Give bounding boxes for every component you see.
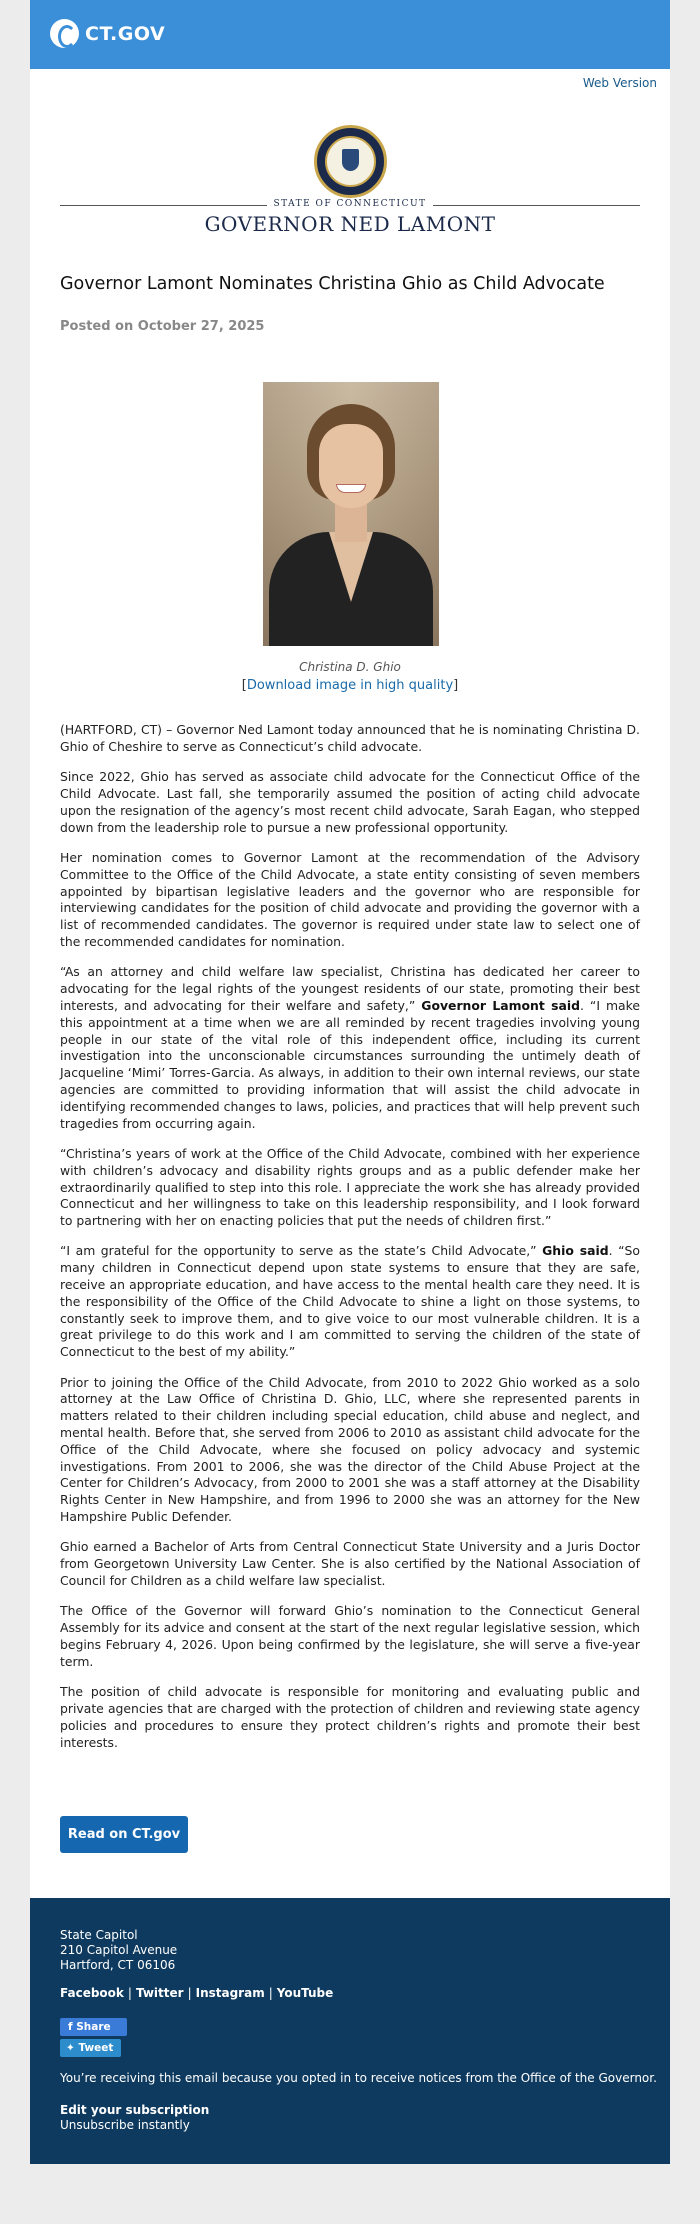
speaker-attribution: Ghio said	[542, 1243, 609, 1259]
state-label: STATE OF CONNECTICUT	[30, 199, 670, 209]
twitter-link[interactable]: Twitter	[135, 1986, 184, 2000]
ct-gov-logo[interactable]	[50, 19, 165, 48]
paragraph: The position of child advocate is responsible for monitoring and evaluating public and private agencies that are charged with the protection of children and reviewing state agency policies and procedures to ensure they protect children’s rights and promote their best interests.	[60, 1684, 640, 1750]
facebook-share-button[interactable]: f Share	[60, 2018, 127, 2036]
posted-date: Posted on October 27, 2025	[60, 319, 265, 334]
web-version-link[interactable]: Web Version	[582, 76, 657, 90]
ct-gov-header-bar	[30, 0, 670, 69]
ct-logo-icon	[50, 19, 79, 48]
download-image-link[interactable]: Download image in high quality	[246, 678, 454, 693]
portrait-photo	[263, 382, 439, 646]
unsubscribe-link[interactable]: Unsubscribe instantly	[60, 2118, 190, 2132]
email-container	[30, 0, 670, 2164]
paragraph: “As an attorney and child welfare law specialist, Christina has dedicated her career to advocating for the legal rights of the youngest residents of our state, promoting their best interests, and advocating for their welfare and safety,” Governor Lamont said. “I make this appointment at a time when we are all reminded by recent tragedies involving young people in our state of the vital role of this independent office, including its current investigation into the unconscionable circumstances surrounding the untimely death of Jacqueline ‘Mimi’ Torres-Garcia. As always, in addition to their own internal reviews, our state agencies are committed to providing information that will assist the child advocate in identifying recommended changes to laws, policies, and practices that will help prevent such tragedies from occurring again.	[60, 964, 640, 1131]
seal-shield-icon	[325, 136, 376, 187]
paragraph: “I am grateful for the opportunity to serve as the state’s Child Advocate,” Ghio said. “So many children in Connecticut depend upon state systems to ensure that they are safe, receive an appropriate education, and have access to the mental health care they need. It is the responsibility of the Office of the Child Advocate to shine a light on those systems, to constantly seek to improve them, and to give voice to our most vulnerable children. It is a great privilege to do this work and I am committed to serving the children of the state of Connecticut to the best of my ability.”	[60, 1243, 640, 1360]
tweet-button[interactable]: ✦ Tweet	[60, 2039, 121, 2057]
state-seal-icon	[314, 125, 387, 198]
governor-name: GOVERNOR NED LAMONT	[204, 212, 496, 236]
facebook-link[interactable]: Facebook	[60, 1986, 124, 2000]
paragraph: Her nomination comes to Governor Lamont at the recommendation of the Advisory Committee to the Office of the Child Advocate, a state entity consisting of seven members appointed by bipartisan legislative leaders and the governor who are responsible for interviewing candidates for the position of child advocate and providing the governor with a list of recommended candidates. The governor is required under state law to select one of the recommended candidates for nomination.	[60, 849, 640, 949]
article-body	[60, 722, 640, 1765]
social-links: Facebook | Twitter | Instagram | YouTube	[60, 1986, 334, 2000]
footer	[30, 1898, 670, 2164]
subscription-notice: You’re receiving this email because you opted in to receive notices from the Office of the Governor.	[60, 2071, 657, 2085]
paragraph: (HARTFORD, CT) – Governor Ned Lamont today announced that he is nominating Christina D. Ghio of Cheshire to serve as Connecticut’s child advocate.	[60, 722, 640, 754]
speaker-attribution: Governor Lamont said	[421, 997, 580, 1013]
logo-text: CT.GOV	[85, 22, 166, 45]
paragraph: “Christina’s years of work at the Office of the Child Advocate, combined with her experience with children’s advocacy and disability rights groups and as a public defender make her extraordinarily qualified to step into this role. I appreciate the work she has already provided Connecticut and her willingness to take on this leadership responsibility, and I look forward to partnering with her on enacting policies that put the needs of children first.”	[60, 1145, 640, 1229]
instagram-link[interactable]: Instagram	[195, 1986, 265, 2000]
twitter-bird-icon: ✦	[66, 2042, 79, 2054]
article-headline: Governor Lamont Nominates Christina Ghio as Child Advocate	[60, 274, 605, 294]
youtube-link[interactable]: YouTube	[276, 1986, 334, 2000]
facebook-icon: f	[68, 2021, 77, 2033]
edit-subscription-link[interactable]: Edit your subscription	[60, 2103, 210, 2117]
paragraph: Ghio earned a Bachelor of Arts from Central Connecticut State University and a Juris Doctor from Georgetown University Law Center. She is also certified by the National Association of Council for Children as a child welfare law specialist.	[60, 1539, 640, 1589]
read-on-ctgov-button[interactable]: Read on CT.gov	[60, 1816, 188, 1853]
photo-caption: Christina D. Ghio	[299, 660, 401, 674]
paragraph: Since 2022, Ghio has served as associate child advocate for the Connecticut Office of the Child Advocate. Last fall, she temporarily assumed the position of acting child advocate upon the resignation of the agency’s most recent child advocate, Sarah Eagan, who stepped down from the leadership role to pursue a new professional opportunity.	[60, 769, 640, 835]
paragraph: The Office of the Governor will forward Ghio’s nomination to the Connecticut General Assembly for its advice and consent at the start of the next regular legislative session, which begins February 4, 2026. Upon being confirmed by the legislature, she will serve a five-year term.	[60, 1603, 640, 1669]
download-image-line: [Download image in high quality]	[241, 678, 459, 693]
paragraph: Prior to joining the Office of the Child Advocate, from 2010 to 2022 Ghio worked as a solo attorney at the Law Office of Christina D. Ghio, LLC, where she represented parents in matters related to their children including special education, child abuse and neglect, and mental health. Before that, she served from 2006 to 2010 as assistant child advocate for the Office of the Child Advocate, where she focused on policy advocacy and systemic investigations. From 2001 to 2006, she was the director of the Child Abuse Project at the Center for Children’s Advocacy, from 2000 to 2001 she was a staff attorney at the Disability Rights Center in New Hampshire, and from 1996 to 2000 she was an attorney for the New Hampshire Public Defender.	[60, 1374, 640, 1525]
address-block: State Capitol 210 Capitol Avenue Hartford, CT 06106	[60, 1928, 178, 1972]
